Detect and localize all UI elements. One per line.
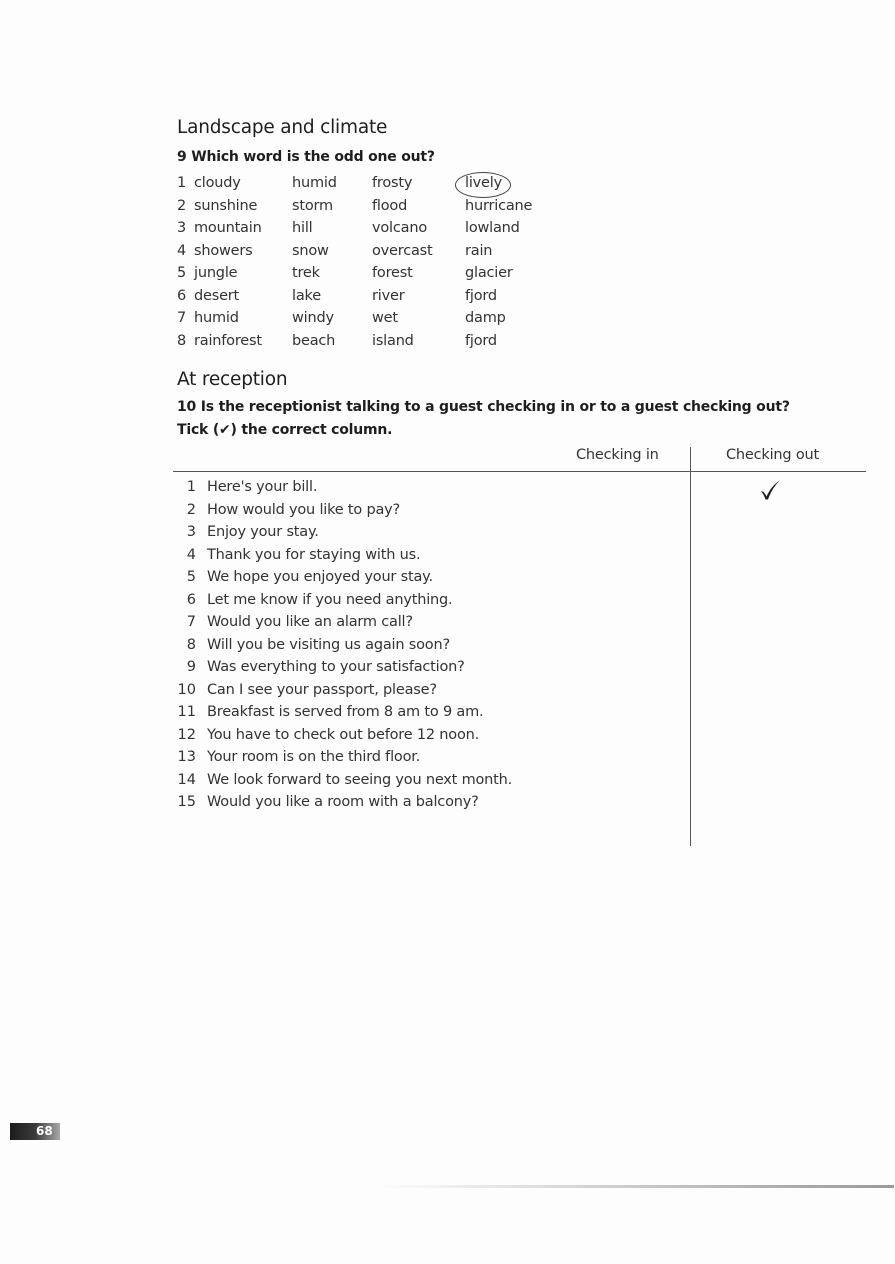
item-text: Here's your bill. bbox=[207, 479, 318, 495]
page-number: 68 bbox=[36, 1124, 53, 1138]
row-number: 4 bbox=[177, 242, 187, 259]
item-text: Thank you for staying with us. bbox=[207, 546, 421, 563]
word-cell: flood bbox=[372, 197, 408, 214]
item-text: Breakfast is served from 8 am to 9 am. bbox=[207, 704, 484, 720]
item-number: 12 bbox=[177, 726, 196, 743]
word-cell: beach bbox=[292, 332, 336, 349]
item-text: Can I see your passport, please? bbox=[207, 681, 437, 698]
item-number: 11 bbox=[177, 704, 196, 720]
word-cell: snow bbox=[292, 242, 329, 259]
word-cell: volcano bbox=[372, 220, 427, 236]
item-number: 10 bbox=[177, 681, 196, 698]
word-cell: fjord bbox=[465, 287, 497, 304]
item-text: We hope you enjoyed your stay. bbox=[207, 569, 433, 585]
word-cell: hill bbox=[292, 220, 313, 236]
word-cell: showers bbox=[194, 242, 253, 259]
item-text: You have to check out before 12 noon. bbox=[207, 726, 480, 743]
word-cell: river bbox=[372, 287, 405, 304]
column-header-checking-in: Checking in bbox=[576, 447, 659, 463]
word-cell: jungle bbox=[194, 265, 238, 281]
word-cell: rainforest bbox=[194, 332, 262, 349]
answer-circle bbox=[455, 172, 511, 198]
item-text: How would you like to pay? bbox=[207, 501, 401, 518]
item-text: Was everything to your satisfaction? bbox=[207, 659, 465, 675]
word-cell: wet bbox=[372, 310, 398, 326]
item-text: Let me know if you need anything. bbox=[207, 591, 453, 608]
word-cell: rain bbox=[465, 242, 493, 259]
item-number: 3 bbox=[186, 524, 196, 540]
item-number: 14 bbox=[177, 771, 196, 788]
row-number: 8 bbox=[177, 332, 187, 349]
column-header-checking-out: Checking out bbox=[726, 447, 819, 463]
item-number: 5 bbox=[186, 569, 196, 585]
word-cell: lowland bbox=[465, 220, 520, 236]
word-cell: glacier bbox=[465, 265, 513, 281]
item-number: 4 bbox=[186, 546, 196, 563]
word-cell: cloudy bbox=[194, 175, 241, 191]
item-text: Would you like an alarm call? bbox=[207, 614, 413, 630]
word-cell: humid bbox=[292, 175, 337, 191]
exercise-9-instruction: 9 Which word is the odd one out? bbox=[177, 149, 435, 165]
word-cell: damp bbox=[465, 310, 506, 326]
item-number: 15 bbox=[177, 794, 196, 810]
item-number: 13 bbox=[177, 749, 196, 765]
section-title-reception: At reception bbox=[177, 369, 288, 390]
word-cell: desert bbox=[194, 287, 240, 304]
word-cell: forest bbox=[372, 265, 413, 281]
header-divider bbox=[690, 447, 691, 471]
word-cell: mountain bbox=[194, 220, 262, 236]
word-cell: lake bbox=[292, 287, 321, 304]
item-number: 1 bbox=[186, 479, 196, 495]
row-number: 1 bbox=[177, 175, 187, 191]
item-text: Your room is on the third floor. bbox=[207, 749, 421, 765]
word-cell: fjord bbox=[465, 332, 497, 349]
word-cell: humid bbox=[194, 310, 239, 326]
word-cell: storm bbox=[292, 197, 333, 214]
item-number: 9 bbox=[186, 659, 196, 675]
item-number: 7 bbox=[186, 614, 196, 630]
column-divider bbox=[690, 472, 691, 846]
word-cell: trek bbox=[292, 265, 320, 281]
word-cell: frosty bbox=[372, 175, 413, 191]
word-cell: sunshine bbox=[194, 197, 258, 214]
word-cell: windy bbox=[292, 310, 334, 326]
row-number: 5 bbox=[177, 265, 187, 281]
word-cell: overcast bbox=[372, 242, 433, 259]
table-rule bbox=[173, 471, 866, 472]
item-number: 2 bbox=[186, 501, 196, 518]
word-cell: lively bbox=[465, 175, 502, 191]
row-number: 7 bbox=[177, 310, 187, 326]
scan-edge-line bbox=[380, 1185, 894, 1188]
checkmark-icon bbox=[758, 478, 782, 502]
exercise-10-tick-instruction: Tick (✔) the correct column. bbox=[177, 422, 393, 438]
row-number: 2 bbox=[177, 197, 187, 214]
exercise-10-instruction: 10 Is the receptionist talking to a guest checking in or to a guest checking out? bbox=[177, 399, 790, 415]
item-text: Enjoy your stay. bbox=[207, 524, 319, 540]
row-number: 6 bbox=[177, 287, 187, 304]
section-title-landscape: Landscape and climate bbox=[177, 117, 388, 138]
item-text: Will you be visiting us again soon? bbox=[207, 636, 450, 653]
word-cell: island bbox=[372, 332, 414, 349]
item-number: 6 bbox=[186, 591, 196, 608]
item-text: Would you like a room with a balcony? bbox=[207, 794, 479, 810]
row-number: 3 bbox=[177, 220, 187, 236]
item-text: We look forward to seeing you next month. bbox=[207, 771, 513, 788]
item-number: 8 bbox=[186, 636, 196, 653]
word-cell: hurricane bbox=[465, 197, 533, 214]
